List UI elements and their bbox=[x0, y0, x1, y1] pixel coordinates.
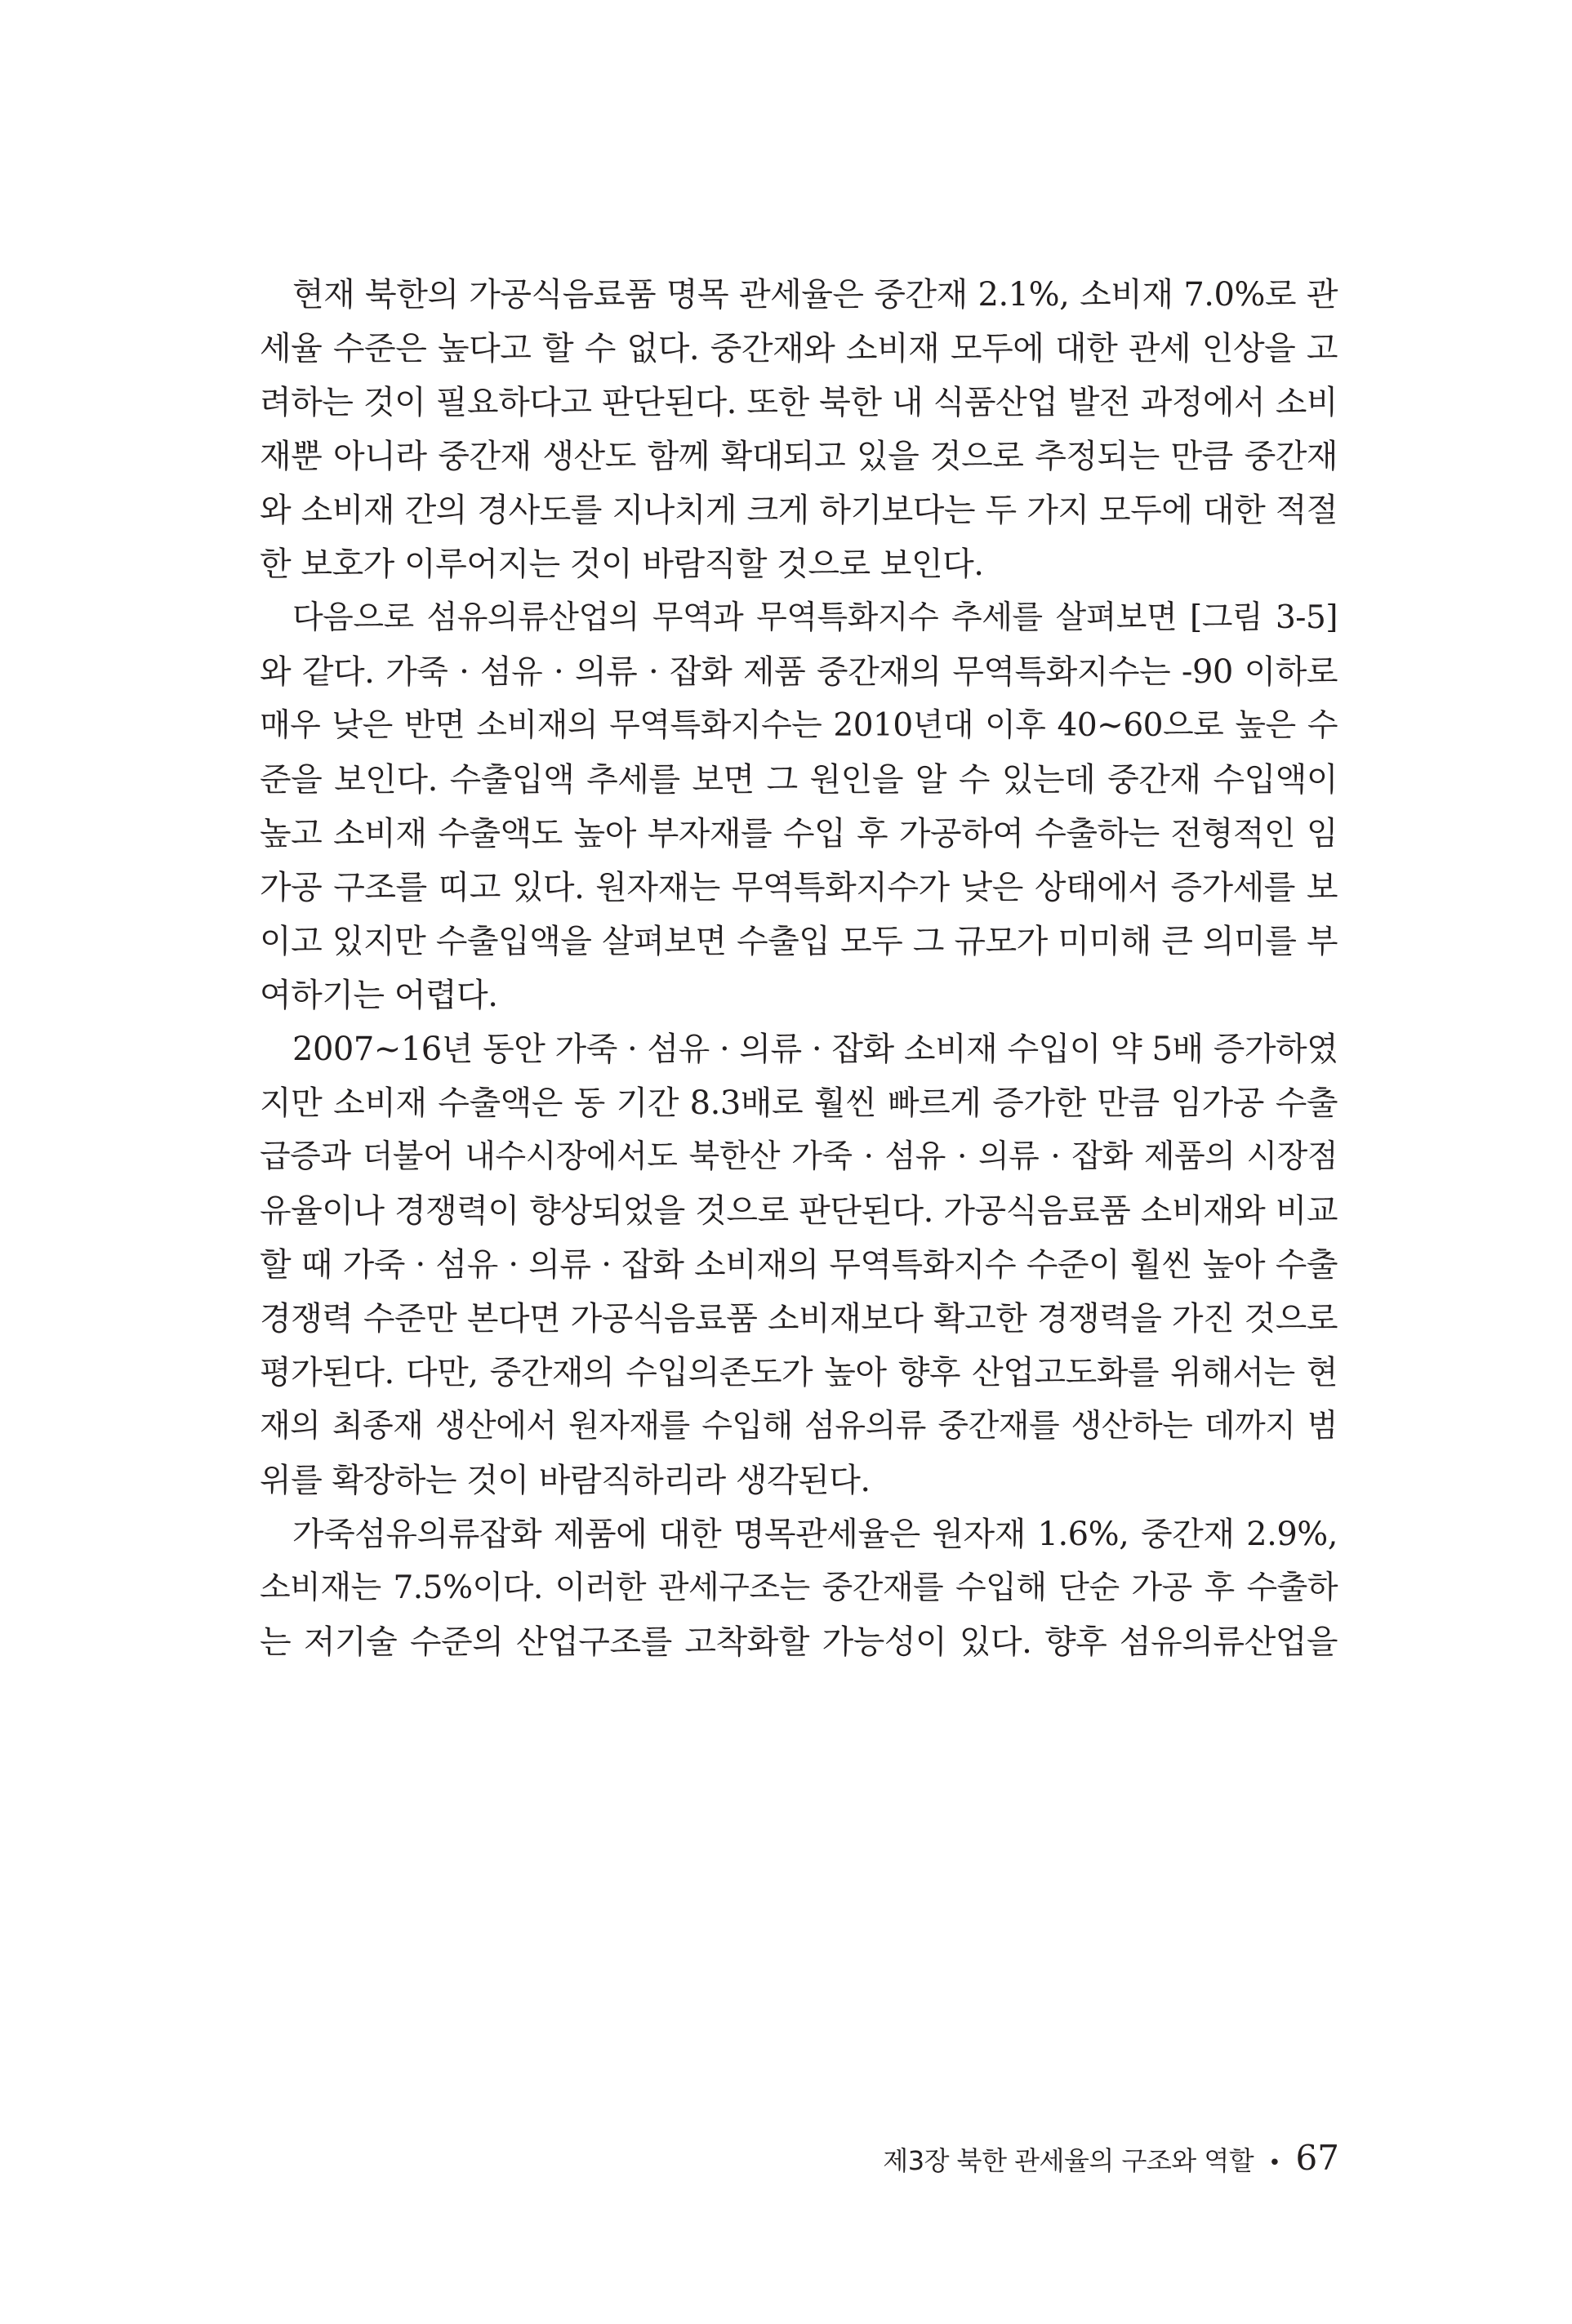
text-line: 지만 소비재 수출액은 동 기간 8.3배로 훨씬 빠르게 증가한 만큼 임가공 수출 bbox=[260, 1084, 1338, 1122]
page-footer bbox=[883, 2138, 1339, 2178]
page-number: 67 bbox=[1295, 2138, 1339, 2178]
text-line: 평가된다. 다만, 중간재의 수입의존도가 높아 향후 산업고도화를 위해서는 현 bbox=[260, 1354, 1338, 1391]
text-line: 여하기는 어렵다. bbox=[260, 977, 498, 1014]
text-line: 할 때 가죽 · 섬유 · 의류 · 잡화 소비재의 무역특화지수 수준이 훨씬 높아 수출 bbox=[260, 1246, 1338, 1284]
text-line: 세율 수준은 높다고 할 수 없다. 중간재와 소비재 모두에 대한 관세 인상을 고 bbox=[260, 330, 1338, 367]
paragraph-2 bbox=[260, 591, 1338, 1022]
text-line: 재뿐 아니라 중간재 생산도 함께 확대되고 있을 것으로 추정되는 만큼 중간재 bbox=[260, 438, 1338, 475]
text-line: 한 보호가 이루어지는 것이 바람직할 것으로 보인다. bbox=[260, 545, 984, 583]
footer-separator: • bbox=[1268, 2151, 1281, 2175]
text-line: 다음으로 섬유의류산업의 무역과 무역특화지수 추세를 살펴보면 [그림 3-5] bbox=[292, 599, 1338, 636]
text-line: 높고 소비재 수출액도 높아 부자재를 수입 후 가공하여 수출하는 전형적인 임 bbox=[260, 815, 1338, 853]
text-line: 급증과 더불어 내수시장에서도 북한산 가죽 · 섬유 · 의류 · 잡화 제품의 시장점 bbox=[260, 1138, 1338, 1175]
paragraph-3 bbox=[260, 1022, 1338, 1507]
text-line: 가죽섬유의류잡화 제품에 대한 명목관세율은 원자재 1.6%, 중간재 2.9%, bbox=[292, 1516, 1338, 1553]
text-line: 려하는 것이 필요하다고 판단된다. 또한 북한 내 식품산업 발전 과정에서 소비 bbox=[260, 384, 1338, 421]
text-line: 와 소비재 간의 경사도를 지나치게 크게 하기보다는 두 가지 모두에 대한 적절 bbox=[260, 492, 1338, 529]
text-line: 가공 구조를 띠고 있다. 원자재는 무역특화지수가 낮은 상태에서 증가세를 보 bbox=[260, 869, 1338, 906]
text-line: 는 저기술 수준의 산업구조를 고착화할 가능성이 있다. 향후 섬유의류산업을 bbox=[260, 1623, 1338, 1661]
text-line: 매우 낮은 반면 소비재의 무역특화지수는 2010년대 이후 40~60으로 높은 수 bbox=[260, 707, 1338, 744]
text-line: 이고 있지만 수출입액을 살펴보면 수출입 모두 그 규모가 미미해 큰 의미를 부 bbox=[260, 923, 1338, 960]
text-line: 현재 북한의 가공식음료품 명목 관세율은 중간재 2.1%, 소비재 7.0%로 관 bbox=[292, 276, 1338, 314]
text-line: 와 같다. 가죽 · 섬유 · 의류 · 잡화 제품 중간재의 무역특화지수는 -90 이하로 bbox=[260, 653, 1338, 691]
page-body bbox=[260, 268, 1338, 1669]
text-line: 소비재는 7.5%이다. 이러한 관세구조는 중간재를 수입해 단순 가공 후 수출하 bbox=[260, 1569, 1338, 1606]
paragraph-4 bbox=[260, 1507, 1338, 1669]
text-line: 2007~16년 동안 가죽 · 섬유 · 의류 · 잡화 소비재 수입이 약 5배 증가하였 bbox=[292, 1031, 1338, 1068]
text-line: 위를 확장하는 것이 바람직하리라 생각된다. bbox=[260, 1462, 871, 1499]
running-footer-chapter: 제3장 북한 관세율의 구조와 역할 bbox=[883, 2145, 1254, 2176]
text-line: 재의 최종재 생산에서 원자재를 수입해 섬유의류 중간재를 생산하는 데까지 범 bbox=[260, 1408, 1338, 1445]
text-line: 경쟁력 수준만 본다면 가공식음료품 소비재보다 확고한 경쟁력을 가진 것으로 bbox=[260, 1300, 1338, 1338]
text-line: 유율이나 경쟁력이 향상되었을 것으로 판단된다. 가공식음료품 소비재와 비교 bbox=[260, 1192, 1338, 1230]
text-line: 준을 보인다. 수출입액 추세를 보면 그 원인을 알 수 있는데 중간재 수입액이 bbox=[260, 761, 1338, 799]
paragraph-1 bbox=[260, 268, 1338, 591]
